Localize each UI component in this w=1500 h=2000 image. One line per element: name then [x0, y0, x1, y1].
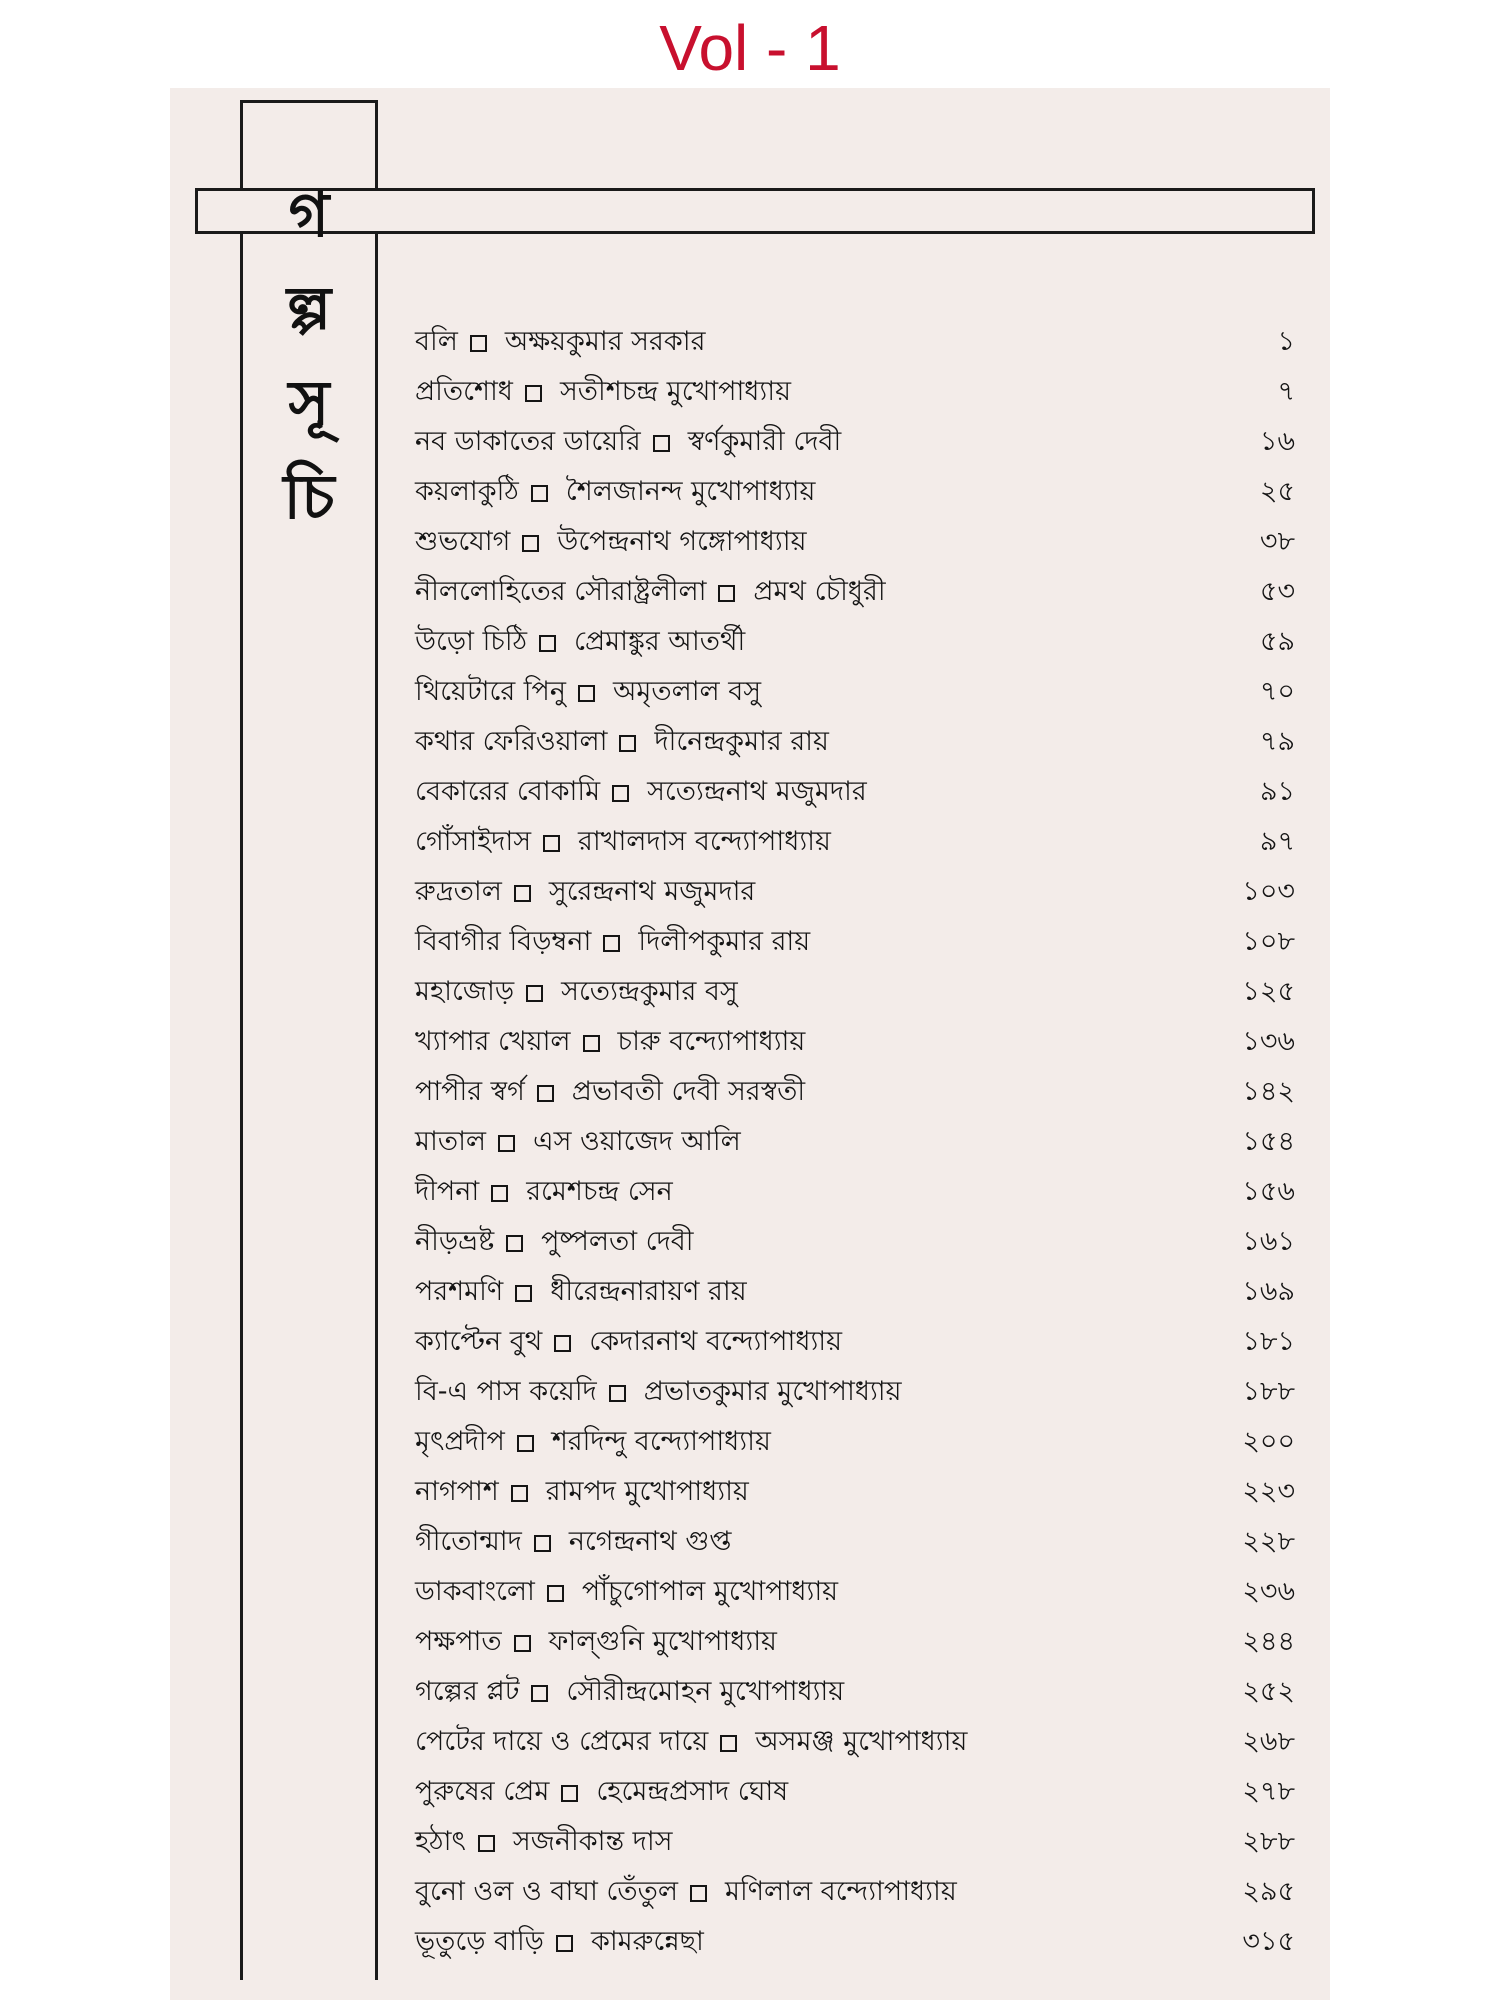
story-author: সত্যেন্দ্রনাথ মজুমদার — [647, 775, 867, 807]
story-title: বিবাগীর বিড়ম্বনা — [415, 925, 592, 957]
toc-entry — [415, 518, 1295, 568]
story-author: প্রেমাঙ্কুর আতর্থী — [574, 625, 746, 657]
toc-entry — [415, 1868, 1295, 1918]
square-bullet-icon — [554, 1335, 571, 1352]
toc-entry — [415, 1318, 1295, 1368]
story-author: কামরুন্নেছা — [590, 1925, 704, 1957]
story-title: মহাজোড় — [415, 975, 515, 1007]
page-number: ২৯৫ — [1242, 1875, 1295, 1907]
square-bullet-icon — [506, 1235, 523, 1252]
square-bullet-icon — [478, 1835, 495, 1852]
page-number: ২৫ — [1259, 475, 1295, 507]
heading-char: গ — [288, 178, 330, 251]
story-title: পাপীর স্বর্গ — [415, 1075, 525, 1107]
page-number: ২৭৮ — [1242, 1775, 1295, 1807]
story-title: বি-এ পাস কয়েদি — [415, 1375, 597, 1407]
toc-entry — [415, 1818, 1295, 1868]
square-bullet-icon — [653, 435, 670, 452]
toc-entry — [415, 668, 1295, 718]
toc-entry — [415, 818, 1295, 868]
story-author: সুরেন্দ্রনাথ মজুমদার — [548, 875, 756, 907]
story-title: পুরুষের প্রেম — [415, 1775, 550, 1807]
square-bullet-icon — [498, 1135, 515, 1152]
square-bullet-icon — [470, 335, 487, 352]
page-number: ২৫২ — [1242, 1675, 1295, 1707]
story-author: মণিলাল বন্দ্যোপাধ্যায় — [724, 1875, 957, 1907]
toc-entry — [415, 968, 1295, 1018]
toc-entry — [415, 568, 1295, 618]
toc-entry — [415, 1768, 1295, 1818]
story-title: কথার ফেরিওয়ালা — [415, 725, 608, 757]
toc-entry — [415, 918, 1295, 968]
square-bullet-icon — [612, 785, 629, 802]
square-bullet-icon — [514, 885, 531, 902]
toc-entry — [415, 1018, 1295, 1068]
toc-entry — [415, 1618, 1295, 1668]
toc-entry — [415, 1068, 1295, 1118]
story-title: কয়লাকুঠি — [415, 475, 519, 507]
square-bullet-icon — [491, 1185, 508, 1202]
square-bullet-icon — [603, 935, 620, 952]
story-title: থিয়েটারে পিনু — [415, 675, 566, 707]
story-author: চারু বন্দ্যোপাধ্যায় — [617, 1025, 806, 1057]
page-number: ১ — [1277, 325, 1295, 357]
page-number: ২৬৮ — [1242, 1725, 1295, 1757]
story-author: ধীরেন্দ্রনারায়ণ রায় — [550, 1275, 747, 1307]
square-bullet-icon — [556, 1935, 573, 1952]
story-title: উড়ো চিঠি — [415, 625, 528, 657]
toc-entry — [415, 618, 1295, 668]
square-bullet-icon — [537, 1085, 554, 1102]
square-bullet-icon — [547, 1585, 564, 1602]
story-title: নাগপাশ — [415, 1475, 499, 1507]
page-number: ১৪২ — [1242, 1075, 1295, 1107]
page-number: ৭৯ — [1259, 725, 1295, 757]
story-author: হেমেন্দ্রপ্রসাদ ঘোষ — [596, 1775, 789, 1807]
story-author: রামপদ মুখোপাধ্যায় — [545, 1475, 749, 1507]
page-number: ৭ — [1277, 375, 1295, 407]
toc-entry — [415, 1418, 1295, 1468]
story-title: ভূতুড়ে বাড়ি — [415, 1925, 544, 1957]
book-page — [170, 88, 1330, 2000]
square-bullet-icon — [525, 385, 542, 402]
story-author: রমেশচন্দ্র সেন — [526, 1175, 673, 1207]
story-author: সত্যেন্দ্রকুমার বসু — [561, 975, 738, 1007]
heading-char: ল্প — [286, 272, 332, 345]
story-author: ফাল্গুনি মুখোপাধ্যায় — [548, 1625, 777, 1657]
story-title: পরশমণি — [415, 1275, 504, 1307]
story-title: গল্পের প্লট — [415, 1675, 520, 1707]
square-bullet-icon — [619, 735, 636, 752]
story-title: পক্ষপাত — [415, 1625, 502, 1657]
square-bullet-icon — [531, 1685, 548, 1702]
story-author: এস ওয়াজেদ আলি — [533, 1125, 741, 1157]
heading-char: চি — [283, 460, 335, 533]
square-bullet-icon — [514, 1635, 531, 1652]
toc-entry — [415, 368, 1295, 418]
story-author: স্বর্ণকুমারী দেবী — [687, 425, 842, 457]
toc-entry — [415, 768, 1295, 818]
story-author: উপেন্দ্রনাথ গঙ্গোপাধ্যায় — [557, 525, 807, 557]
square-bullet-icon — [583, 1035, 600, 1052]
story-author: শরদিন্দু বন্দ্যোপাধ্যায় — [551, 1425, 771, 1457]
toc-entry — [415, 1368, 1295, 1418]
story-author: প্রমথ চৌধুরী — [753, 575, 886, 607]
square-bullet-icon — [561, 1785, 578, 1802]
page-number: ১০৩ — [1242, 875, 1295, 907]
page-number: ২৪৪ — [1242, 1625, 1295, 1657]
story-author: সতীশচন্দ্র মুখোপাধ্যায় — [559, 375, 791, 407]
square-bullet-icon — [543, 835, 560, 852]
story-author: অমৃতলাল বসু — [612, 675, 762, 707]
square-bullet-icon — [517, 1435, 534, 1452]
story-title: গোঁসাইদাস — [415, 825, 532, 857]
page-number: ৭০ — [1259, 675, 1295, 707]
story-author: শৈলজানন্দ মুখোপাধ্যায় — [565, 475, 816, 507]
story-author: কেদারনাথ বন্দ্যোপাধ্যায় — [589, 1325, 843, 1357]
square-bullet-icon — [718, 585, 735, 602]
story-author: প্রভাতকুমার মুখোপাধ্যায় — [643, 1375, 902, 1407]
story-title: বেকারের বোকামি — [415, 775, 601, 807]
page-number: ২০০ — [1242, 1425, 1295, 1457]
square-bullet-icon — [526, 985, 543, 1002]
story-title: শুভযোগ — [415, 525, 511, 557]
toc-entry — [415, 1268, 1295, 1318]
story-title: পেটের দায়ে ও প্রেমের দায়ে — [415, 1725, 709, 1757]
story-author: দীনেন্দ্রকুমার রায় — [654, 725, 829, 757]
toc-entry — [415, 318, 1295, 368]
story-title: প্রতিশোধ — [415, 375, 513, 407]
page-number: ১৮১ — [1242, 1325, 1295, 1357]
heading-char: সূ — [288, 366, 330, 439]
story-title: মৃৎপ্রদীপ — [415, 1425, 505, 1457]
story-author: পাঁচুগোপাল মুখোপাধ্যায় — [581, 1575, 839, 1607]
page-number: ১২৫ — [1242, 975, 1295, 1007]
story-title: ক্যাপ্টেন বুথ — [415, 1325, 543, 1357]
story-author: সৌরীন্দ্রমোহন মুখোপাধ্যায় — [566, 1675, 845, 1707]
story-title: ডাকবাংলো — [415, 1575, 535, 1607]
page-number: ১৫৪ — [1242, 1125, 1295, 1157]
page-number: ৯৭ — [1259, 825, 1295, 857]
story-title: রুদ্রতাল — [415, 875, 502, 907]
story-title: মাতাল — [415, 1125, 487, 1157]
square-bullet-icon — [690, 1885, 707, 1902]
story-title: বুনো ওল ও বাঘা তেঁতুল — [415, 1875, 678, 1907]
square-bullet-icon — [522, 535, 539, 552]
page-number: ১৩৬ — [1242, 1025, 1295, 1057]
page-number: ২৮৮ — [1242, 1825, 1295, 1857]
page-number: ১৬ — [1259, 425, 1295, 457]
page-number: ১০৮ — [1242, 925, 1295, 957]
story-author: অক্ষয়কুমার সরকার — [504, 325, 706, 357]
square-bullet-icon — [515, 1285, 532, 1302]
page-number: ২২৮ — [1242, 1525, 1295, 1557]
page-number: ৩৮ — [1259, 525, 1295, 557]
page-number: ১৮৮ — [1242, 1375, 1295, 1407]
page-number: ২৩৬ — [1242, 1575, 1295, 1607]
story-author: প্রভাবতী দেবী সরস্বতী — [571, 1075, 806, 1107]
square-bullet-icon — [539, 635, 556, 652]
page-number: ১৫৬ — [1242, 1175, 1295, 1207]
page-number: ১৬৯ — [1242, 1275, 1295, 1307]
page-number: ২২৩ — [1242, 1475, 1295, 1507]
story-author: রাখালদাস বন্দ্যোপাধ্যায় — [578, 825, 831, 857]
story-author: নগেন্দ্রনাথ গুপ্ত — [568, 1525, 732, 1557]
toc-entry — [415, 1918, 1295, 1968]
page-number: ৯১ — [1259, 775, 1295, 807]
story-title: বলি — [415, 325, 458, 357]
story-title: নীড়ভ্রষ্ট — [415, 1225, 495, 1257]
page-number: ৫৩ — [1259, 575, 1295, 607]
story-title: হঠাৎ — [415, 1825, 466, 1857]
toc-entry — [415, 1118, 1295, 1168]
toc-entry — [415, 1568, 1295, 1618]
toc-entry — [415, 468, 1295, 518]
toc-entry — [415, 1518, 1295, 1568]
story-title: নীললোহিতের সৌরাষ্ট্রলীলা — [415, 575, 707, 607]
story-title: গীতোন্মাদ — [415, 1525, 522, 1557]
toc-entry — [415, 1668, 1295, 1718]
page-number: ৩১৫ — [1242, 1925, 1295, 1957]
square-bullet-icon — [511, 1485, 528, 1502]
page-number: ১৬১ — [1242, 1225, 1295, 1257]
story-author: অসমঞ্জ মুখোপাধ্যায় — [755, 1725, 968, 1757]
story-title: নব ডাকাতের ডায়েরি — [415, 425, 641, 457]
story-author: সজনীকান্ত দাস — [512, 1825, 673, 1857]
page-number: ৫৯ — [1259, 625, 1295, 657]
toc-entry — [415, 418, 1295, 468]
story-title: দীপনা — [415, 1175, 480, 1207]
toc-entry — [415, 1168, 1295, 1218]
toc-entry — [415, 718, 1295, 768]
table-of-contents — [415, 318, 1295, 1968]
toc-entry — [415, 1468, 1295, 1518]
toc-entry — [415, 868, 1295, 918]
page-heading — [243, 168, 375, 544]
square-bullet-icon — [534, 1535, 551, 1552]
square-bullet-icon — [578, 685, 595, 702]
story-author: দিলীপকুমার রায় — [638, 925, 811, 957]
story-title: খ্যাপার খেয়াল — [415, 1025, 571, 1057]
volume-label: Vol - 1 — [659, 12, 841, 84]
toc-entry — [415, 1718, 1295, 1768]
toc-entry — [415, 1218, 1295, 1268]
square-bullet-icon — [609, 1385, 626, 1402]
story-author: পুষ্পলতা দেবী — [541, 1225, 694, 1257]
square-bullet-icon — [720, 1735, 737, 1752]
square-bullet-icon — [531, 485, 548, 502]
